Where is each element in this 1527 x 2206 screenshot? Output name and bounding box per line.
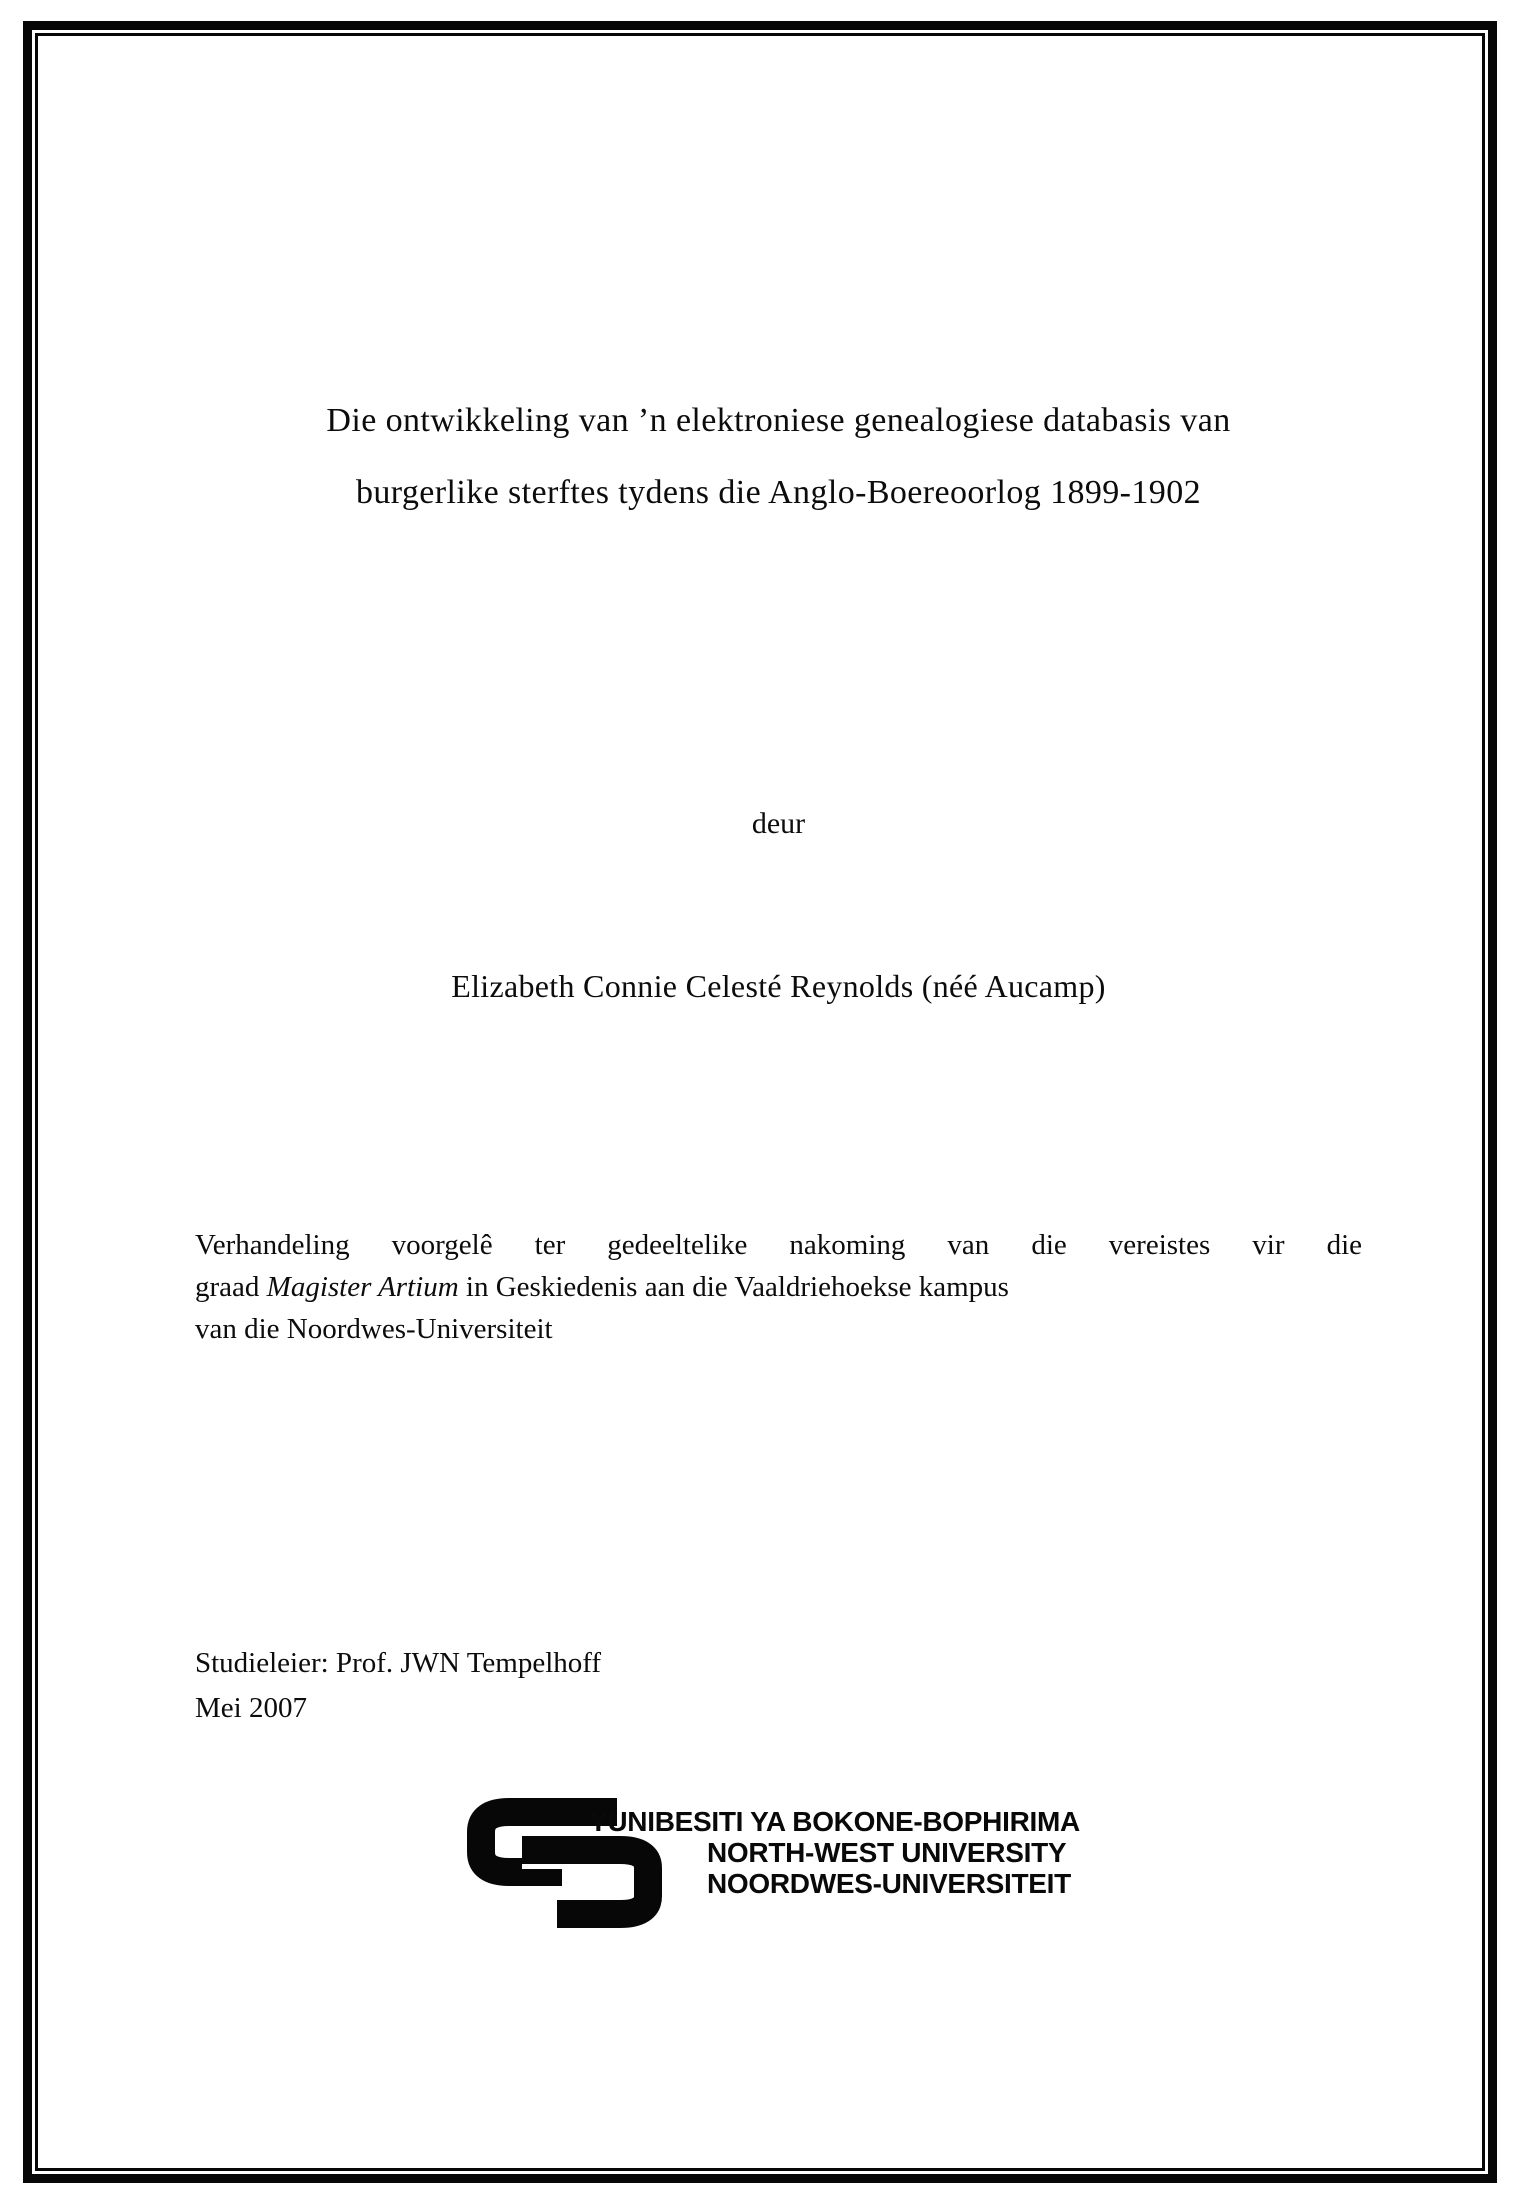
supervisor-block [195, 1641, 601, 1731]
degree-name: Magister Artium [266, 1271, 459, 1303]
submission-line2-post: in Geskiedenis aan die Vaaldriehoekse kampus [458, 1271, 1009, 1303]
submission-line2 [195, 1266, 1362, 1308]
thesis-title [195, 385, 1362, 529]
date-line: Mei 2007 [195, 1692, 307, 1724]
submission-line3: van die Noordwes-Universiteit [195, 1313, 553, 1345]
university-name-afrikaans: NOORDWES-UNIVERSITEIT [707, 1868, 1071, 1899]
university-name-block [589, 1806, 1080, 1899]
thesis-title-line1: Die ontwikkeling van ’n elektroniese genealogiese databasis van [326, 402, 1231, 439]
university-name-setswana: YUNIBESITI YA BOKONE-BOPHIRIMA [589, 1806, 1080, 1837]
submission-line1: Verhandeling voorgelê ter gedeeltelike nakoming van die vereistes vir die [195, 1229, 1362, 1261]
submission-statement [195, 1224, 1362, 1350]
submission-line2-pre: graad [195, 1271, 267, 1303]
university-name-english: NORTH-WEST UNIVERSITY [707, 1837, 1067, 1868]
thesis-title-line2: burgerlike sterftes tydens die Anglo-Boereoorlog 1899-1902 [355, 474, 1201, 511]
byline: deur [751, 807, 806, 840]
author-name: Elizabeth Connie Celesté Reynolds (néé Aucamp) [451, 968, 1106, 1004]
page-content [195, 0, 1362, 2206]
supervisor-line: Studieleier: Prof. JWN Tempelhoff [195, 1647, 602, 1679]
